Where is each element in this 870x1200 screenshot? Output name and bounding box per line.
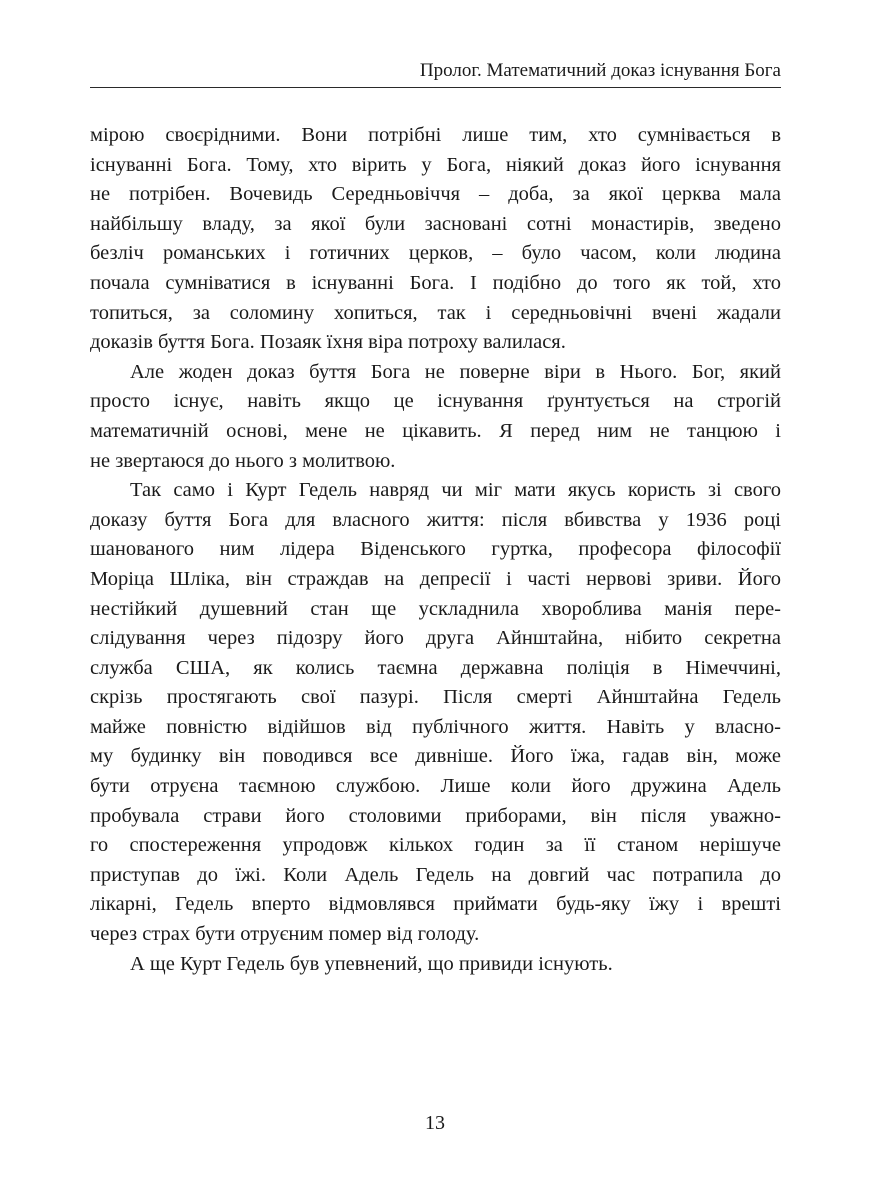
text-line: шанованого ним лідера Віденського гуртка, професора філософії	[90, 538, 781, 561]
text-line: му будинку він поводився все дивніше. Його їжа, гадав він, може	[90, 745, 781, 768]
text-line: бути отруєна таємною службою. Лише коли його дружина Адель	[90, 775, 781, 798]
text-line: топиться, за соломину хопиться, так і середньовічні вчені жадали	[90, 301, 781, 324]
text-line: просто існує, навіть якщо це існування ґрунтується на строгій	[90, 390, 781, 413]
text-line: Але жоден доказ буття Бога не поверне віри в Нього. Бог, який	[130, 360, 781, 383]
paragraph	[90, 476, 781, 950]
running-header-title: Пролог. Математичний доказ існування Бога	[419, 60, 781, 81]
text-line: існуванні Бога. Тому, хто вірить у Бога, ніякий доказ його існування	[90, 153, 781, 176]
text-line: доказів буття Бога. Позаяк їхня віра потроху валилася.	[90, 331, 566, 354]
text-line: скрізь простягають свої пазурі. Після смерті Айнштайна Гедель	[90, 686, 781, 709]
body-text	[90, 121, 781, 979]
text-line: не звертаюся до нього з молитвою.	[90, 449, 396, 472]
text-line: не потрібен. Вочевидь Середньовіччя – доба, за якої церква мала	[90, 183, 781, 206]
text-line: найбільшу владу, за якої були засновані сотні монастирів, зведено	[90, 212, 781, 235]
text-line: го спостереження упродовж кількох годин за її станом нерішуче	[90, 834, 781, 857]
text-line: доказу буття Бога для власного життя: після вбивства у 1936 році	[90, 508, 781, 531]
paragraph	[90, 950, 781, 980]
text-line: майже повністю відійшов від публічного життя. Навіть у власно-	[90, 715, 781, 738]
paragraph	[90, 358, 781, 476]
text-line: мірою своєрідними. Вони потрібні лише тим, хто сумнівається в	[90, 124, 781, 146]
running-header	[90, 59, 781, 88]
text-line: почала сумніватися в існуванні Бога. І подібно до того як той, хто	[90, 271, 781, 294]
text-line: слідування через підозру його друга Айнштайна, нібито секретна	[90, 627, 781, 650]
text-line: приступав до їжі. Коли Адель Гедель на довгий час потрапила до	[90, 863, 781, 886]
text-line: лікарні, Гедель вперто відмовлявся приймати будь-яку їжу і врешті	[90, 893, 781, 916]
text-line: безліч романських і готичних церков, – було часом, коли людина	[90, 242, 781, 265]
text-line: Так само і Курт Гедель навряд чи міг мати якусь користь зі свого	[130, 479, 781, 502]
text-line: Моріца Шліка, він страждав на депресії і часті нервові зриви. Його	[90, 567, 781, 590]
page-number: 13	[425, 1112, 445, 1134]
text-line: математичній основі, мене не цікавить. Я перед ним не танцюю і	[90, 419, 781, 442]
text-line: через страх бути отруєним помер від голоду.	[90, 923, 480, 946]
text-line: А ще Курт Гедель був упевнений, що привиди існують.	[130, 952, 613, 975]
paragraph	[90, 121, 781, 358]
text-line: служба США, як колись таємна державна поліція в Німеччині,	[90, 656, 781, 679]
text-line: пробувала страви його столовими приборами, він після уважно-	[90, 804, 781, 827]
text-line: нестійкий душевний стан ще ускладнила хвороблива манія пере-	[90, 597, 781, 620]
